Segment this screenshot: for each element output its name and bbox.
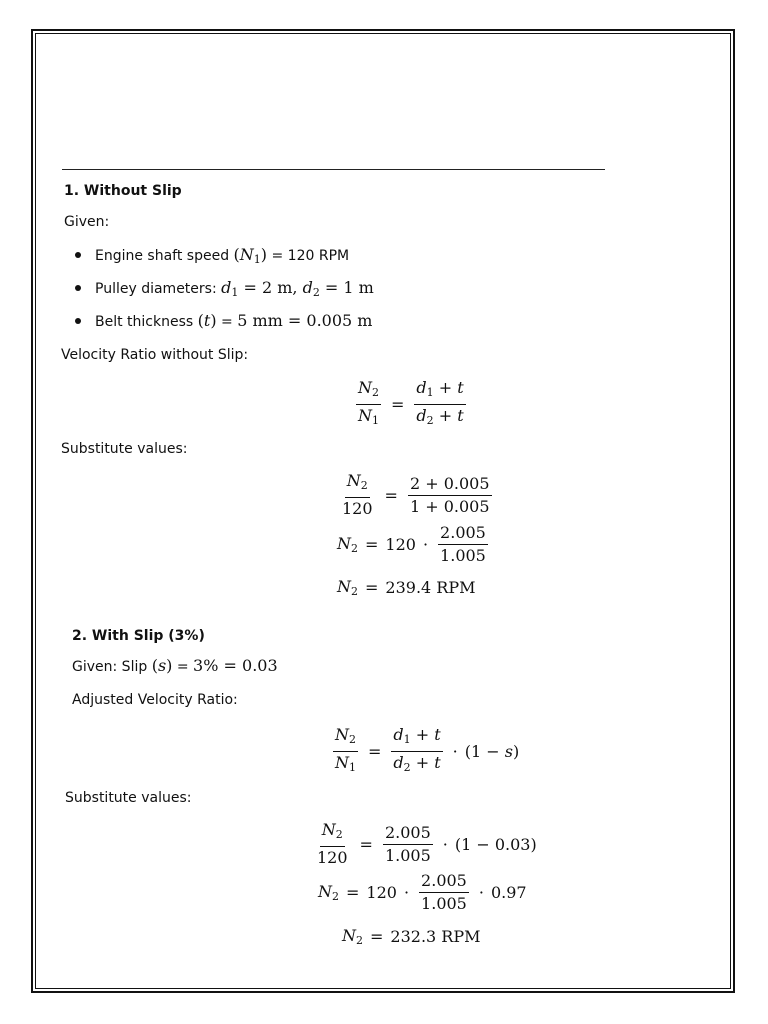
adjusted-velocity-ratio-equation: $\frac{N_2}{N_1}$ = $\frac{d_1 + t}{d_2 + t}$ · (1 − s) <box>335 725 520 774</box>
bullet-dot <box>75 285 81 291</box>
section1-heading: 1. Without Slip <box>64 183 182 199</box>
bullet-engine-speed: Engine shaft speed $(N_1) = 120$ RPM <box>95 245 350 266</box>
substitution-equation-4: $N_2$ = 120 · $\frac{2.005}{1.005}$ · 0.97 <box>318 871 527 913</box>
substitution-equation-1: $\frac{N_2}{120}$ = $\frac{2 + 0.005}{1 + 0.005}$ <box>342 471 490 518</box>
section1-given-label: Given: <box>64 214 110 230</box>
adjusted-velocity-ratio-label: Adjusted Velocity Ratio: <box>72 692 238 708</box>
velocity-ratio-equation: $\frac{N_2}{N_1}$ = $\frac{d_1 + t}{d_2 + t}$ <box>358 378 464 427</box>
bullet-dot <box>75 252 81 258</box>
bullet-pulley-diameters: Pulley diameters: $d_1 = 2$ m, $d_2 = 1$ m <box>95 278 374 299</box>
velocity-ratio-label: Velocity Ratio without Slip: <box>61 347 249 363</box>
bullet-belt-thickness: Belt thickness (t) = 5 mm = 0.005 m <box>95 311 373 330</box>
horizontal-rule <box>62 169 605 170</box>
bullet-dot <box>75 318 81 324</box>
substitute-label-1: Substitute values: <box>61 441 188 457</box>
substitute-label-2: Substitute values: <box>65 790 192 806</box>
section2-heading: 2. With Slip (3%) <box>72 628 205 644</box>
substitution-equation-3: $\frac{N_2}{120}$ = $\frac{2.005}{1.005}$ · (1 − 0.03) <box>317 820 537 867</box>
section2-given-slip: Given: Slip (s) = 3% = 0.03 <box>72 656 278 675</box>
result-equation-2: $N_2$ = 232.3 RPM <box>342 926 481 947</box>
result-equation-1: $N_2$ = 239.4 RPM <box>337 577 476 598</box>
substitution-equation-2: $N_2$ = 120 · $\frac{2.005}{1.005}$ <box>337 523 486 565</box>
